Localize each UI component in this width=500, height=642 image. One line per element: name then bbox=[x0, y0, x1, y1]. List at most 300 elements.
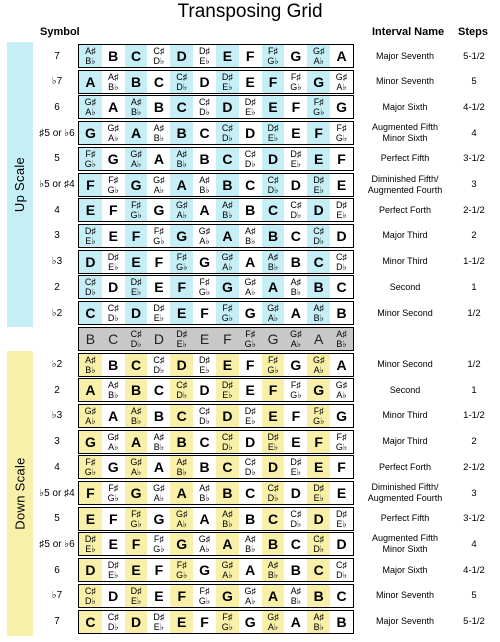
note-label: C bbox=[313, 562, 324, 579]
note-cell bbox=[262, 379, 285, 401]
flat-label: D♭ bbox=[153, 56, 165, 66]
flat-label: E♭ bbox=[130, 287, 142, 298]
note-label: B bbox=[267, 227, 279, 244]
note-label: B bbox=[222, 176, 233, 193]
down-row bbox=[0, 454, 500, 480]
note-cells bbox=[78, 275, 354, 299]
note-label: F bbox=[177, 279, 186, 296]
sharp-label: F♯ bbox=[131, 200, 142, 211]
accidental-cell bbox=[307, 174, 330, 196]
flat-label: E♭ bbox=[313, 184, 324, 195]
accidental-cell bbox=[239, 533, 262, 555]
sharp-label: G♯ bbox=[130, 457, 142, 468]
note-label: C bbox=[245, 176, 256, 193]
note-cell bbox=[102, 328, 125, 350]
note-label: C bbox=[108, 330, 119, 347]
note-cell bbox=[125, 431, 148, 453]
note-label: C bbox=[199, 125, 210, 142]
flat-label: D♭ bbox=[290, 210, 302, 221]
flat-label: B♭ bbox=[176, 467, 187, 478]
note-label: G bbox=[153, 202, 165, 219]
note-label: A bbox=[336, 48, 347, 64]
note-label: F bbox=[337, 150, 346, 167]
note-cell bbox=[79, 508, 102, 530]
sharp-label: F♯ bbox=[176, 251, 187, 262]
up-row bbox=[0, 69, 500, 95]
up-row bbox=[0, 249, 500, 275]
sharp-label: A♯ bbox=[244, 225, 256, 236]
up-row bbox=[0, 300, 500, 326]
note-label: D bbox=[108, 279, 119, 296]
note-label: D bbox=[336, 536, 347, 553]
sharp-label: D♯ bbox=[199, 46, 211, 56]
interval-name: Minor Third bbox=[382, 410, 428, 421]
flat-label: D♭ bbox=[199, 107, 210, 118]
accidental-cell bbox=[216, 431, 239, 453]
note-label: A bbox=[85, 73, 96, 90]
note-label: A bbox=[153, 459, 164, 476]
sharp-label: A♯ bbox=[176, 457, 187, 468]
sharp-label: F♯ bbox=[245, 328, 256, 339]
accidental-cell bbox=[262, 431, 285, 453]
flat-label: A♭ bbox=[153, 493, 165, 503]
sharp-label: C♯ bbox=[244, 457, 256, 468]
note-cell bbox=[193, 379, 216, 401]
flat-label: G♭ bbox=[176, 261, 188, 272]
note-label: G bbox=[290, 48, 302, 64]
accidental-cell bbox=[216, 559, 239, 581]
flat-label: G♭ bbox=[313, 415, 325, 426]
note-label: B bbox=[336, 613, 347, 630]
accidental-cell bbox=[216, 302, 239, 324]
flat-label: A♭ bbox=[245, 287, 256, 298]
sharp-label: D♯ bbox=[199, 354, 211, 365]
sharp-label: G♯ bbox=[221, 251, 234, 262]
note-label: F bbox=[314, 125, 323, 142]
interval-steps: 5 bbox=[471, 76, 477, 88]
flat-label: B♭ bbox=[108, 81, 119, 92]
accidental-cell bbox=[147, 354, 170, 376]
note-cell bbox=[262, 96, 285, 118]
sharp-label: G♯ bbox=[130, 148, 142, 159]
sharp-label: C♯ bbox=[153, 46, 165, 56]
note-cell bbox=[239, 122, 262, 144]
note-label: A bbox=[314, 330, 324, 347]
note-cell bbox=[284, 559, 307, 581]
sharp-label: C♯ bbox=[84, 277, 96, 288]
note-label: A bbox=[131, 433, 142, 450]
note-label: C bbox=[176, 99, 187, 116]
interval-symbol: ♭3 bbox=[51, 410, 63, 422]
accidental-cell bbox=[147, 225, 170, 247]
accidental-cell bbox=[170, 199, 193, 221]
flat-label: A♭ bbox=[336, 81, 347, 92]
accidental-cell bbox=[284, 508, 307, 530]
note-label: C bbox=[222, 459, 233, 476]
sharp-label: F♯ bbox=[153, 225, 164, 236]
accidental-cell bbox=[102, 611, 125, 633]
accidental-cell bbox=[307, 533, 330, 555]
note-label: D bbox=[290, 176, 301, 193]
sharp-label: F♯ bbox=[108, 483, 119, 493]
note-cells bbox=[78, 558, 354, 582]
note-cell bbox=[262, 508, 285, 530]
note-cells bbox=[78, 224, 354, 248]
note-label: G bbox=[313, 73, 325, 90]
sharp-label: C♯ bbox=[290, 508, 302, 519]
flat-label: E♭ bbox=[108, 261, 119, 272]
note-cell bbox=[284, 251, 307, 273]
note-cell bbox=[330, 456, 353, 478]
flat-label: E♭ bbox=[245, 415, 256, 426]
sharp-label: A♯ bbox=[336, 328, 347, 339]
accidental-cell bbox=[193, 482, 216, 504]
sharp-label: F♯ bbox=[313, 97, 324, 108]
flat-label: A♭ bbox=[290, 338, 301, 349]
note-cell bbox=[125, 251, 148, 273]
sharp-label: G♯ bbox=[244, 585, 256, 596]
flat-label: E♭ bbox=[222, 81, 233, 92]
interval-name-header: Interval Name bbox=[372, 26, 445, 38]
note-label: F bbox=[154, 253, 164, 270]
sharp-label: G♯ bbox=[312, 46, 325, 56]
flat-label: D♭ bbox=[222, 441, 233, 452]
flat-label: A♭ bbox=[176, 210, 187, 221]
note-cell bbox=[193, 251, 216, 273]
note-cell bbox=[216, 96, 239, 118]
accidental-cell bbox=[284, 585, 307, 607]
note-cell bbox=[79, 71, 102, 93]
sharp-label: G♯ bbox=[335, 380, 348, 391]
flat-label: A♭ bbox=[85, 415, 96, 426]
interval-steps: 2-1/2 bbox=[463, 461, 485, 473]
note-label: F bbox=[108, 510, 118, 527]
note-label: B bbox=[245, 510, 256, 527]
note-cell bbox=[125, 611, 148, 633]
note-label: C bbox=[336, 587, 347, 604]
note-cells bbox=[78, 532, 354, 556]
accidental-cell bbox=[239, 405, 262, 427]
interval-symbol: 7 bbox=[54, 616, 60, 627]
interval-steps: 3 bbox=[471, 179, 477, 190]
note-cell bbox=[147, 276, 170, 298]
note-label: C bbox=[267, 202, 279, 219]
note-cell bbox=[262, 148, 285, 170]
note-cell bbox=[102, 199, 125, 221]
note-label: E bbox=[268, 99, 278, 116]
sharp-label: C♯ bbox=[84, 585, 96, 596]
note-cell bbox=[330, 225, 353, 247]
note-cell bbox=[170, 585, 193, 607]
note-label: G bbox=[84, 433, 96, 450]
note-label: E bbox=[222, 48, 233, 64]
note-label: D bbox=[176, 48, 187, 64]
note-label: B bbox=[153, 407, 164, 424]
note-cell bbox=[239, 71, 262, 93]
note-label: E bbox=[108, 536, 118, 553]
interval-name: Perfect Fifth bbox=[380, 153, 430, 164]
sharp-label: A♯ bbox=[199, 174, 210, 185]
flat-label: A♭ bbox=[199, 544, 210, 555]
flat-label: A♭ bbox=[267, 621, 279, 632]
interval-name: Minor Seventh bbox=[375, 76, 435, 87]
note-cells bbox=[78, 507, 354, 531]
note-cell bbox=[216, 148, 239, 170]
sharp-label: F♯ bbox=[222, 611, 233, 622]
note-label: G bbox=[221, 587, 233, 604]
note-cell bbox=[125, 482, 148, 504]
note-cells bbox=[78, 250, 354, 274]
accidental-cell bbox=[79, 276, 102, 298]
sharp-label: D♯ bbox=[153, 611, 165, 622]
accidental-cell bbox=[216, 508, 239, 530]
flat-label: B♭ bbox=[85, 56, 96, 66]
interval-steps: 3 bbox=[471, 487, 477, 499]
flat-label: B♭ bbox=[267, 261, 279, 272]
note-cell bbox=[216, 225, 239, 247]
interval-steps: 5 bbox=[471, 590, 477, 602]
sharp-label: D♯ bbox=[107, 560, 119, 571]
interval-steps: 2 bbox=[471, 436, 477, 448]
sharp-label: F♯ bbox=[268, 46, 279, 56]
accidental-cell bbox=[125, 328, 148, 350]
down-row bbox=[0, 557, 500, 583]
note-cell bbox=[307, 328, 330, 350]
note-label: A bbox=[222, 227, 233, 244]
note-label: E bbox=[336, 485, 347, 501]
note-cell bbox=[307, 559, 330, 581]
flat-label: B♭ bbox=[245, 544, 256, 555]
note-cells bbox=[78, 95, 354, 119]
note-cell bbox=[307, 585, 330, 607]
note-label: G bbox=[176, 536, 188, 553]
note-label: E bbox=[85, 202, 96, 219]
sharp-label: C♯ bbox=[313, 534, 325, 545]
interval-symbol: ♭7 bbox=[51, 590, 63, 602]
note-cell bbox=[125, 379, 148, 401]
note-label: C bbox=[131, 356, 142, 373]
sharp-label: F♯ bbox=[222, 303, 233, 313]
sharp-label: F♯ bbox=[108, 174, 119, 185]
note-cell bbox=[125, 225, 148, 247]
accidental-cell bbox=[284, 71, 307, 93]
note-label: D bbox=[245, 433, 256, 450]
accidental-cell bbox=[262, 122, 285, 144]
note-label: E bbox=[336, 176, 347, 193]
note-label: B bbox=[176, 433, 187, 450]
note-cell bbox=[239, 174, 262, 196]
accidental-cell bbox=[125, 456, 148, 478]
note-cell bbox=[125, 71, 148, 93]
note-cell bbox=[102, 456, 125, 478]
interval-symbol: ♭2 bbox=[51, 359, 63, 370]
sharp-label: F♯ bbox=[290, 71, 301, 82]
note-label: G bbox=[199, 253, 210, 270]
accidental-cell bbox=[102, 71, 125, 93]
accidental-cell bbox=[330, 559, 353, 581]
interval-symbol: 3 bbox=[54, 436, 60, 448]
sharp-label: G♯ bbox=[312, 354, 325, 365]
flat-label: A♭ bbox=[85, 107, 96, 118]
note-cell bbox=[284, 611, 307, 633]
note-label: A bbox=[290, 613, 301, 630]
sharp-label: D♯ bbox=[313, 483, 325, 493]
flat-label: B♭ bbox=[222, 210, 233, 221]
accidental-cell bbox=[102, 431, 125, 453]
accidental-cell bbox=[239, 225, 262, 247]
note-cell bbox=[262, 405, 285, 427]
accidental-cell bbox=[216, 122, 239, 144]
sharp-label: D♯ bbox=[153, 303, 165, 313]
sharp-label: G♯ bbox=[84, 405, 97, 416]
accidental-cell bbox=[79, 148, 102, 170]
note-cells bbox=[78, 301, 354, 325]
flat-label: A♭ bbox=[245, 595, 256, 606]
flat-label: A♭ bbox=[176, 518, 187, 529]
accidental-cell bbox=[193, 585, 216, 607]
flat-label: B♭ bbox=[153, 133, 165, 144]
note-label: F bbox=[314, 433, 323, 450]
sharp-label: G♯ bbox=[175, 200, 188, 211]
interval-symbol: ♭5 or ♯4 bbox=[39, 179, 75, 190]
flat-label: G♭ bbox=[153, 235, 165, 246]
interval-symbol: 2 bbox=[54, 281, 60, 293]
accidental-cell bbox=[79, 456, 102, 478]
note-label: G bbox=[130, 176, 142, 193]
note-label: E bbox=[245, 73, 255, 90]
note-cell bbox=[330, 585, 353, 607]
accidental-cell bbox=[147, 533, 170, 555]
note-label: E bbox=[177, 613, 187, 630]
interval-steps: 1-1/2 bbox=[463, 410, 485, 422]
note-cell bbox=[239, 611, 262, 633]
note-label: B bbox=[290, 253, 301, 270]
accidental-cell bbox=[79, 96, 102, 118]
note-label: D bbox=[153, 330, 164, 347]
note-label: B bbox=[176, 125, 187, 142]
flat-label: G♭ bbox=[107, 493, 119, 503]
sharp-label: D♯ bbox=[290, 148, 302, 159]
note-cell bbox=[193, 122, 216, 144]
interval-symbol: 2 bbox=[54, 384, 60, 396]
accidental-cell bbox=[193, 45, 216, 67]
accidental-cell bbox=[102, 559, 125, 581]
sharp-label: A♯ bbox=[313, 611, 324, 622]
note-cells bbox=[78, 404, 354, 428]
sharp-label: A♯ bbox=[153, 123, 165, 134]
note-cell bbox=[216, 354, 239, 376]
note-cell bbox=[170, 611, 193, 633]
sharp-label: D♯ bbox=[313, 174, 325, 185]
flat-label: A♭ bbox=[313, 56, 324, 66]
sharp-label: A♯ bbox=[290, 277, 302, 288]
sharp-label: G♯ bbox=[335, 71, 348, 82]
note-cell bbox=[262, 199, 285, 221]
note-cell bbox=[125, 174, 148, 196]
accidental-cell bbox=[102, 251, 125, 273]
down-row bbox=[0, 506, 500, 532]
note-cell bbox=[284, 45, 307, 67]
flat-label: G♭ bbox=[84, 467, 97, 478]
note-cell bbox=[284, 533, 307, 555]
interval-name: Major Third bbox=[382, 230, 428, 241]
note-label: D bbox=[267, 150, 279, 167]
accidental-cell bbox=[125, 276, 148, 298]
note-cell bbox=[284, 174, 307, 196]
accidental-cell bbox=[330, 431, 353, 453]
interval-symbol: 4 bbox=[54, 204, 60, 216]
sharp-label: G♯ bbox=[175, 508, 188, 519]
accidental-cell bbox=[239, 456, 262, 478]
reference-row bbox=[0, 326, 500, 352]
note-cell bbox=[79, 328, 102, 350]
sharp-label: D♯ bbox=[336, 508, 348, 519]
sharp-label: A♯ bbox=[153, 431, 165, 442]
sharp-label: C♯ bbox=[267, 483, 279, 493]
flat-label: A♭ bbox=[130, 158, 142, 169]
note-cell bbox=[284, 354, 307, 376]
note-cell bbox=[170, 354, 193, 376]
note-cell bbox=[147, 328, 170, 350]
note-cells bbox=[78, 147, 354, 171]
interval-name: Minor Second bbox=[377, 359, 433, 369]
interval-symbol: 7 bbox=[54, 50, 60, 62]
note-cell bbox=[216, 533, 239, 555]
flat-label: E♭ bbox=[108, 570, 119, 581]
flat-label: G♭ bbox=[221, 621, 233, 632]
note-cell bbox=[330, 405, 353, 427]
note-label: F bbox=[131, 536, 141, 553]
accidental-cell bbox=[284, 148, 307, 170]
note-cell bbox=[79, 251, 102, 273]
note-label: C bbox=[199, 433, 210, 450]
sharp-label: F♯ bbox=[290, 380, 301, 391]
accidental-cell bbox=[262, 174, 285, 196]
sharp-label: D♯ bbox=[244, 405, 256, 416]
interval-steps: 5-1/2 bbox=[463, 50, 485, 62]
note-label: C bbox=[153, 382, 164, 399]
flat-label: D♭ bbox=[222, 133, 233, 144]
accidental-cell bbox=[262, 482, 285, 504]
flat-label: E♭ bbox=[336, 518, 347, 529]
sharp-label: A♯ bbox=[130, 405, 142, 416]
accidental-cell bbox=[262, 302, 285, 324]
note-cell bbox=[330, 354, 353, 376]
note-cell bbox=[102, 276, 125, 298]
sharp-label: C♯ bbox=[267, 174, 279, 185]
flat-label: G♭ bbox=[84, 158, 97, 169]
sharp-label: G♯ bbox=[198, 225, 211, 236]
interval-name: Perfect Fifth bbox=[380, 513, 430, 524]
flat-label: B♭ bbox=[153, 441, 165, 452]
note-cell bbox=[125, 559, 148, 581]
sharp-label: A♯ bbox=[176, 148, 187, 159]
accidental-cell bbox=[125, 508, 148, 530]
accidental-cell bbox=[193, 225, 216, 247]
note-cell bbox=[79, 431, 102, 453]
note-label: A bbox=[245, 562, 256, 579]
sharp-label: A♯ bbox=[222, 200, 233, 211]
sharp-label: A♯ bbox=[85, 46, 96, 56]
accidental-cell bbox=[170, 559, 193, 581]
up-row bbox=[0, 172, 500, 198]
note-cell bbox=[147, 508, 170, 530]
accidental-cell bbox=[284, 199, 307, 221]
note-cell bbox=[170, 482, 193, 504]
accidental-cell bbox=[125, 148, 148, 170]
note-cell bbox=[79, 482, 102, 504]
note-cell bbox=[170, 45, 193, 67]
